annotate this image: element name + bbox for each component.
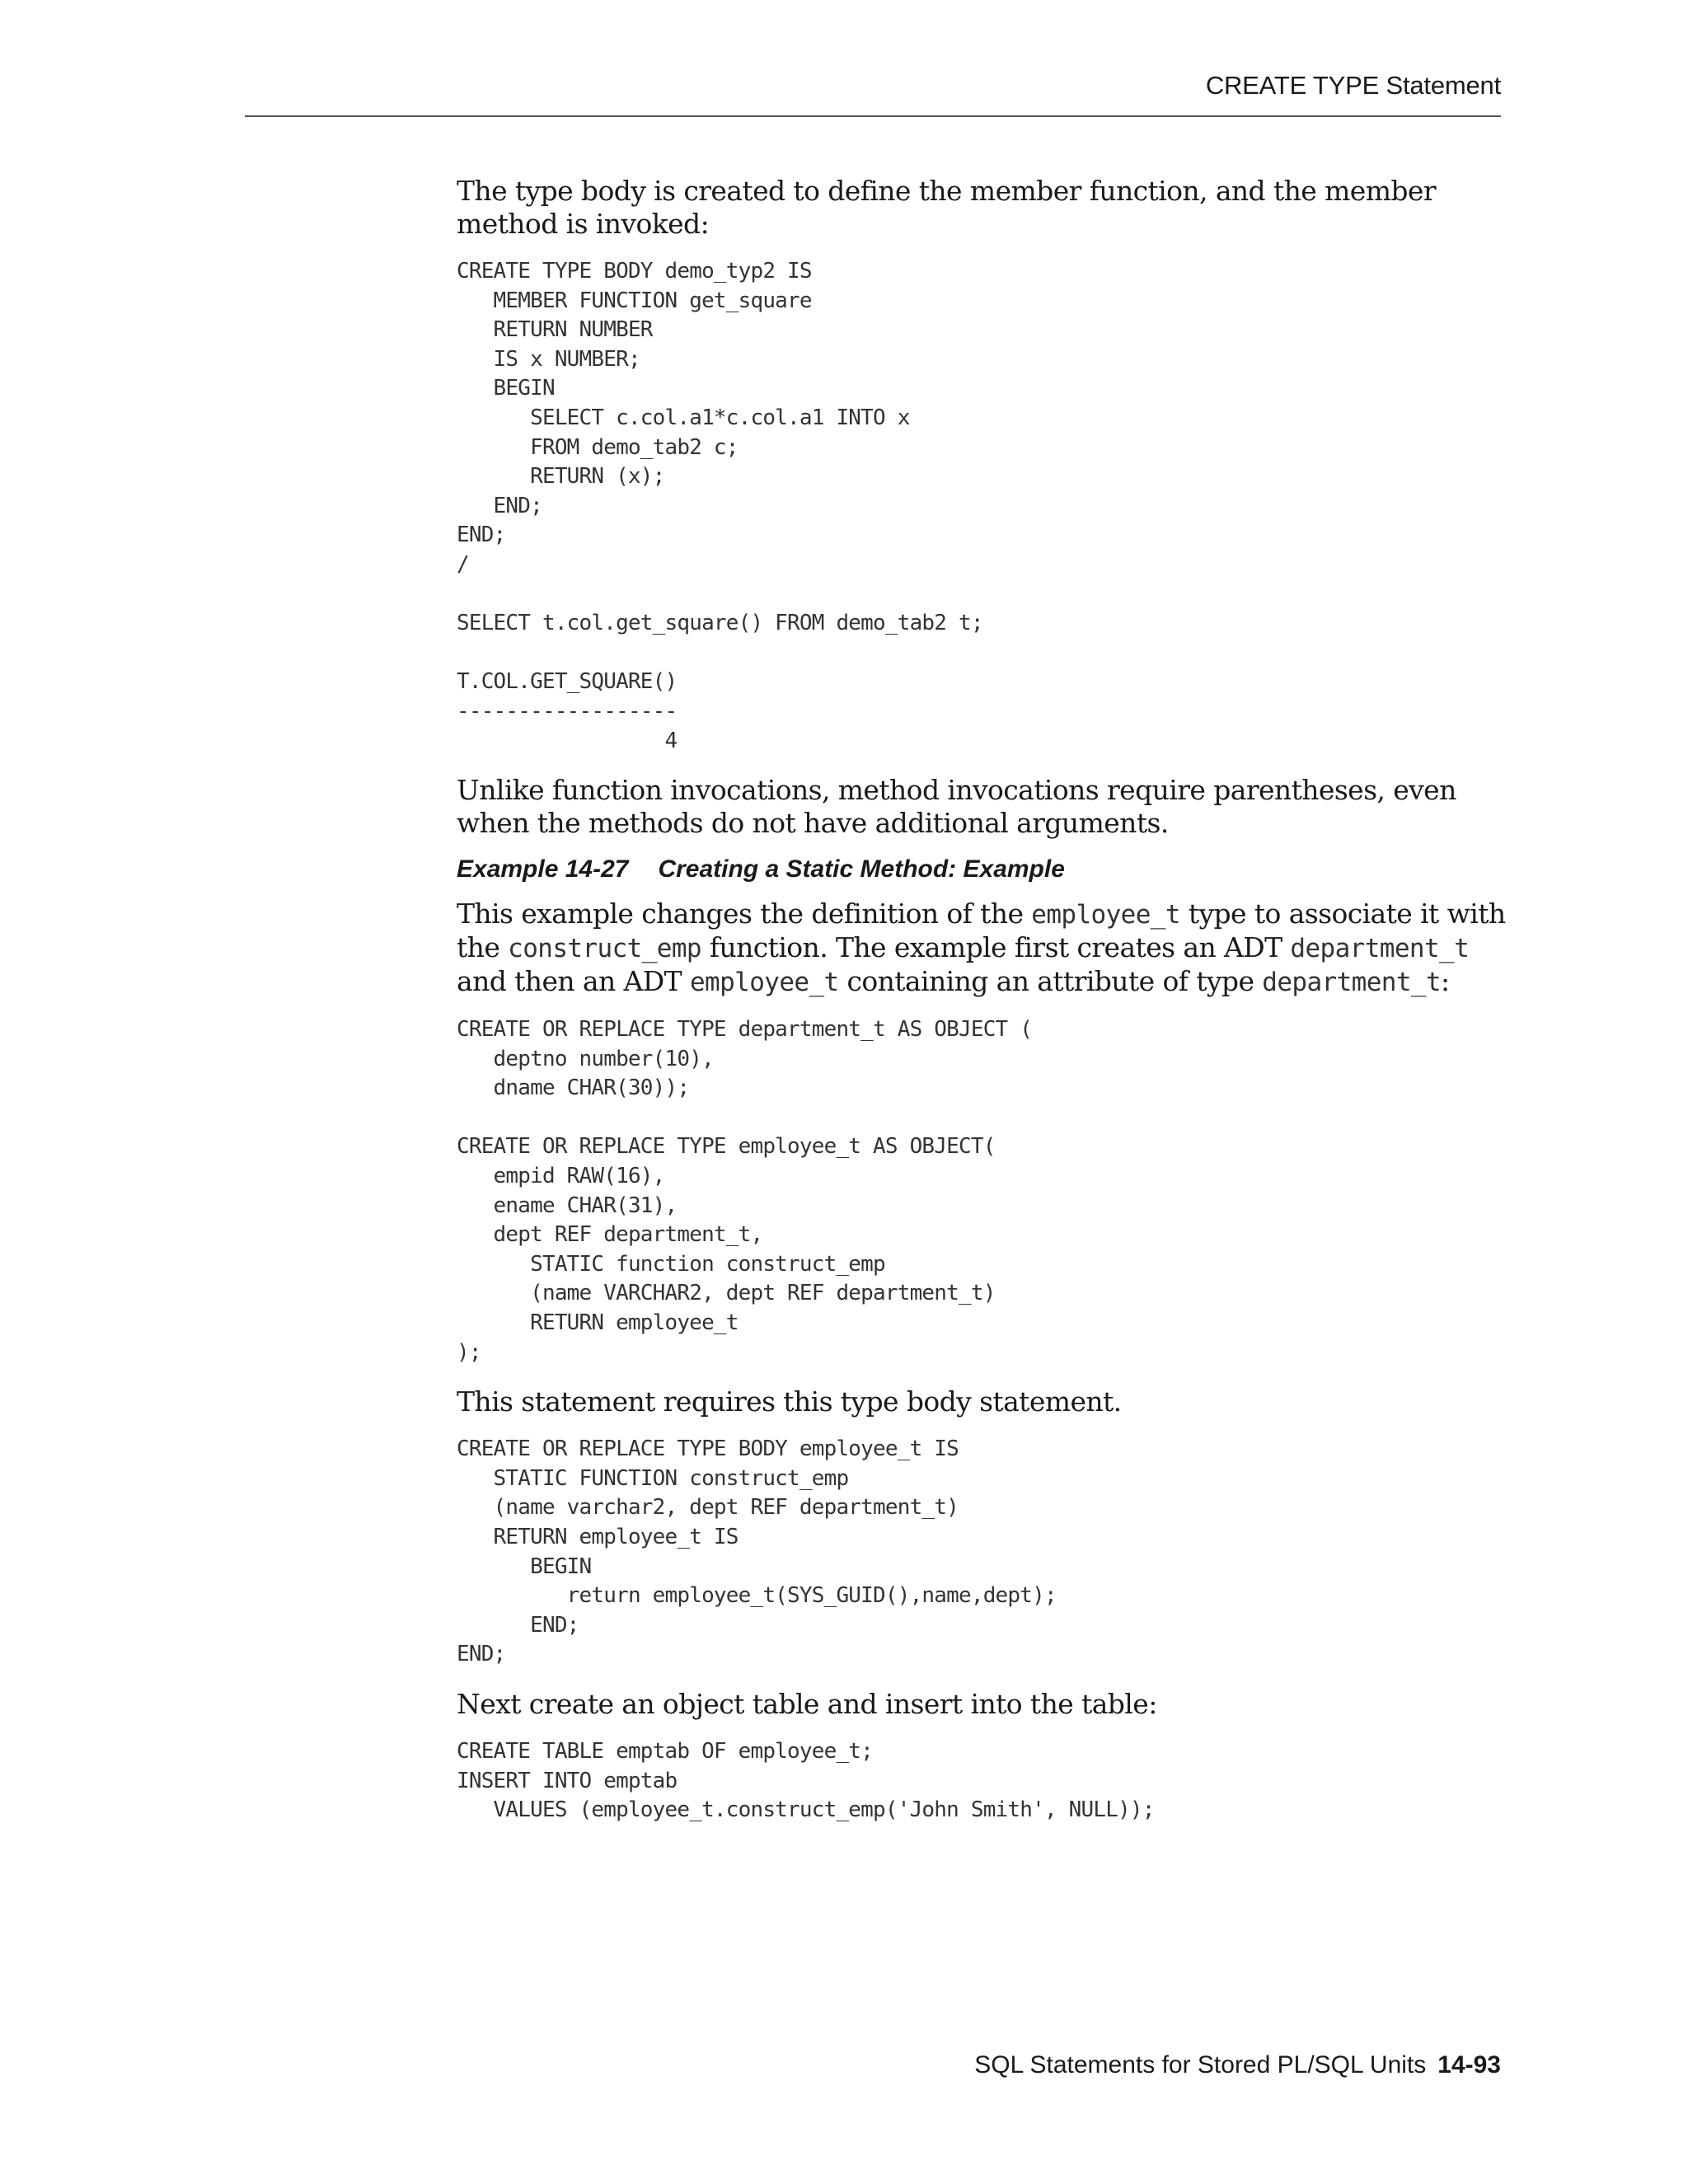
paragraph-object-table-intro: Next create an object table and insert into the table:: [457, 1687, 1157, 1720]
code-block-employee-type-body: CREATE OR REPLACE TYPE BODY employee_t IS STATIC FUNCTION construct_emp (name varchar2, dept REF department_t) RETURN employee_t IS BEGIN return employee_t(SYS_GUID(),name,dept); END; END;: [457, 1436, 1057, 1667]
example-heading: [457, 855, 1512, 884]
paragraph-type-body-requirement: This statement requires this type body statement.: [457, 1385, 1122, 1418]
inline-code: employee_t: [689, 968, 839, 998]
text-run: function. The example first creates an ADT: [701, 931, 1291, 964]
code-block-create-table-insert: CREATE TABLE emptab OF employee_t; INSERT INTO emptab VALUES (employee_t.construct_emp('John Smith', NULL));: [457, 1738, 1155, 1823]
page-number: 14-93: [1437, 2051, 1501, 2079]
example-title: Creating a Static Method: Example: [658, 855, 1065, 883]
footer-book-title: SQL Statements for Stored PL/SQL Units: [974, 2051, 1427, 2079]
page-content: [457, 175, 1512, 1825]
page-footer: [974, 2051, 1501, 2079]
paragraph-example-description: [457, 898, 1512, 999]
example-number: Example 14-27: [457, 855, 629, 883]
text-run: :: [1441, 965, 1450, 998]
inline-code: department_t: [1290, 934, 1470, 964]
paragraph-method-invocation-note: Unlike function invocations, method invocations require parentheses, even when the methods do not have additional arguments.: [457, 774, 1456, 840]
text-run: containing an attribute of type: [838, 965, 1263, 998]
code-block-create-types: CREATE OR REPLACE TYPE department_t AS OBJECT ( deptno number(10), dname CHAR(30)); CREATE OR REPLACE TYPE employee_t AS OBJECT( empid RAW(16), ename CHAR(31), dept REF department_t, STATIC function construct_emp (name VARCHAR2, dept REF department_t) RETURN employee_t );: [457, 1017, 1033, 1365]
text-run: and then an ADT: [457, 965, 690, 998]
running-header: CREATE TYPE Statement: [1205, 71, 1501, 100]
text-run: This example changes the definition of the: [457, 898, 1032, 930]
code-block-demo-typ2-body: CREATE TYPE BODY demo_typ2 IS MEMBER FUNCTION get_square RETURN NUMBER IS x NUMBER; BEGIN SELECT c.col.a1*c.col.a1 INTO x FROM demo_tab2 c; RETURN (x); END; END; / SELECT t.col.get_square() FROM demo_tab2 t; T.COL.GET_SQUARE() ------------------ 4: [457, 259, 983, 753]
inline-code: construct_emp: [508, 934, 701, 964]
inline-code: employee_t: [1031, 900, 1180, 930]
paragraph-type-body-intro: The type body is created to define the member function, and the member method is invoked:: [457, 175, 1437, 240]
header-rule: [245, 115, 1501, 117]
text-run: type to associate it with the: [457, 898, 1506, 964]
inline-code: department_t: [1262, 968, 1442, 998]
